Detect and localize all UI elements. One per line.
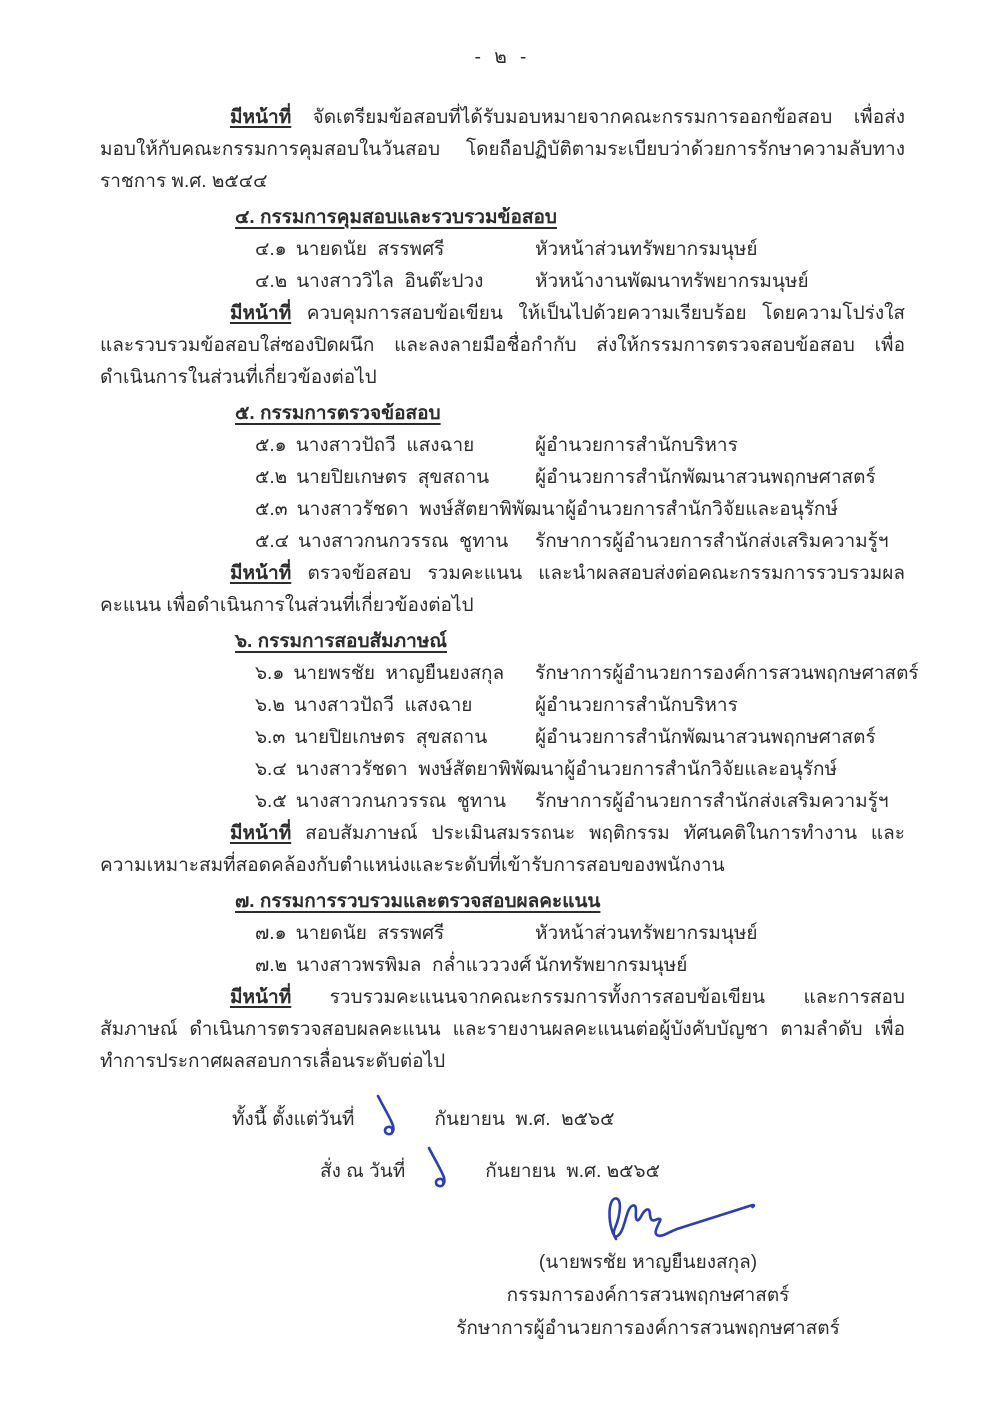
duty-text: รวบรวมคะแนนจากคณะกรรมการทั้งการสอบข้อเขียน และการสอบสัมภาษณ์ ดำเนินการตรวจสอบผลคะแนน และรายงานผลคะแนนต่อผู้บังคับบัญชา ตามลำดับ เพื่อทำการประกาศผลสอบการเลื่อนระดับต่อไป	[100, 987, 905, 1072]
duty-label: มีหน้าที่	[230, 563, 292, 584]
handwritten-day-icon	[372, 1092, 400, 1140]
order-date-suffix: กันยายน พ.ศ. ๒๕๖๕	[485, 1161, 660, 1182]
member-name: นางสาวพรพิมล กล่ำแวววงศ์	[296, 955, 532, 976]
member-number: ๖.๑	[255, 663, 285, 684]
duty-text: สอบสัมภาษณ์ ประเมินสมรรถนะ พฤติกรรม ทัศนคติในการทำงาน และความเหมาะสมที่สอดคล้องกับตำแหน่งและระดับที่เข้ารับการสอบของพนักงาน	[100, 823, 906, 876]
member-number-and-name	[255, 494, 565, 526]
duty-label: มีหน้าที่	[230, 303, 292, 324]
member-name: นางสาวกนกวรรณ ชูทาน	[295, 791, 506, 812]
member-number-and-name	[255, 786, 535, 818]
member-position: ผู้อำนวยการสำนักพัฒนาสวนพฤกษศาสตร์	[535, 727, 876, 748]
member-number: ๕.๓	[255, 499, 288, 520]
member-name: นางสาวรัชดา พงษ์สัตยาพิพัฒนา	[295, 759, 565, 780]
member-name: นายดนัย สรรพศรี	[295, 923, 445, 944]
member-name: นางสาวกนกวรรณ ชูทาน	[298, 531, 509, 552]
member-name: นางสาวปัถวี แสงฉาย	[295, 435, 475, 456]
member-number-and-name	[255, 462, 535, 494]
member-name: นายปิยเกษตร สุขสถาน	[294, 727, 488, 748]
member-number: ๗.๒	[255, 955, 288, 976]
member-number: ๕.๔	[255, 531, 290, 552]
member-name: นายดนัย สรรพศรี	[295, 239, 445, 260]
member-number: ๖.๕	[255, 791, 287, 812]
member-number: ๖.๓	[255, 727, 286, 748]
member-number-and-name	[255, 526, 535, 558]
duty-paragraph	[100, 298, 905, 394]
member-name: นางสาววิไล อินต๊ะปวง	[296, 271, 484, 292]
member-number: ๖.๔	[255, 759, 287, 780]
duty-label: มีหน้าที่	[230, 987, 292, 1008]
member-number-and-name	[255, 430, 535, 462]
table-row	[255, 526, 905, 558]
handwritten-day-icon	[423, 1144, 451, 1192]
duty-text: จัดเตรียมข้อสอบที่ได้รับมอบหมายจากคณะกรรมการออกข้อสอบ เพื่อส่งมอบให้กับคณะกรรมการคุมสอบในวันสอบ โดยถือปฏิบัติตามระเบียบว่าด้วยการรักษาความลับทางราชการ พ.ศ. ๒๕๔๔	[100, 107, 905, 192]
duty-paragraph	[100, 558, 905, 622]
member-number-and-name	[255, 266, 535, 298]
member-position: ผู้อำนวยการสำนักวิจัยและอนุรักษ์	[564, 759, 838, 780]
signatory-title-1: กรรมการองค์การสวนพฤกษศาสตร์	[506, 1285, 790, 1306]
section-heading-5: ๕. กรรมการตรวจข้อสอบ	[235, 403, 441, 424]
member-position: ผู้อำนวยการสำนักบริหาร	[535, 435, 738, 456]
member-position: รักษาการผู้อำนวยการองค์การสวนพฤกษศาสตร์	[535, 663, 919, 684]
member-name: นายพรชัย หาญยืนยงสกุล	[293, 663, 505, 684]
member-name: นางสาวปัถวี แสงฉาย	[293, 695, 473, 716]
duty-label: มีหน้าที่	[230, 823, 292, 844]
signatory-title-2: รักษาการผู้อำนวยการองค์การสวนพฤกษศาสตร์	[456, 1318, 840, 1339]
table-row	[255, 234, 905, 266]
member-number: ๔.๒	[255, 271, 288, 292]
table-row	[255, 658, 919, 690]
order-date-prefix: สั่ง ณ วันที่	[320, 1161, 406, 1182]
member-position: ผู้อำนวยการสำนักบริหาร	[535, 695, 738, 716]
effective-date-prefix: ทั้งนี้ ตั้งแต่วันที่	[232, 1109, 355, 1130]
member-number: ๕.๑	[255, 435, 287, 456]
member-position: ผู้อำนวยการสำนักพัฒนาสวนพฤกษศาสตร์	[535, 467, 876, 488]
member-number-and-name	[255, 754, 564, 786]
page-number: - ๒ -	[474, 47, 531, 68]
table-row	[255, 722, 905, 754]
member-number-and-name	[255, 918, 535, 950]
table-row	[255, 786, 905, 818]
duty-paragraph-intro	[100, 102, 905, 198]
member-position: หัวหน้าส่วนทรัพยากรมนุษย์	[535, 923, 758, 944]
duty-text: ตรวจข้อสอบ รวมคะแนน และนำผลสอบส่งต่อคณะกรรมการรวบรวมผลคะแนน เพื่อดำเนินการในส่วนที่เกี่ยวข้องต่อไป	[100, 563, 905, 616]
table-row	[255, 754, 905, 786]
member-position: รักษาการผู้อำนวยการสำนักส่งเสริมความรู้ฯ	[535, 531, 889, 552]
member-name: นางสาวรัชดา พงษ์สัตยาพิพัฒนา	[296, 499, 566, 520]
table-row	[255, 494, 905, 526]
table-row	[255, 690, 905, 722]
member-number-and-name	[255, 690, 535, 722]
effective-date-line	[232, 1092, 905, 1136]
table-row	[255, 462, 905, 494]
member-name: นายปิยเกษตร สุขสถาน	[296, 467, 490, 488]
effective-date-suffix: กันยายน พ.ศ. ๒๕๖๕	[434, 1109, 615, 1130]
signature-block	[398, 1192, 898, 1345]
section-heading-4: ๔. กรรมการคุมสอบและรวบรวมข้อสอบ	[235, 207, 557, 228]
duty-paragraph	[100, 982, 905, 1078]
member-number-and-name	[255, 950, 535, 982]
member-position: หัวหน้างานพัฒนาทรัพยากรมนุษย์	[535, 271, 809, 292]
member-position: รักษาการผู้อำนวยการสำนักส่งเสริมความรู้ฯ	[535, 791, 889, 812]
member-position: นักทรัพยากรมนุษย์	[535, 955, 688, 976]
section-heading-6: ๖. กรรมการสอบสัมภาษณ์	[235, 631, 447, 652]
duty-label: มีหน้าที่	[230, 107, 292, 128]
table-row	[255, 430, 905, 462]
member-number-and-name	[255, 658, 535, 690]
table-row	[255, 266, 905, 298]
duty-text: ควบคุมการสอบข้อเขียน ให้เป็นไปด้วยความเรียบร้อย โดยความโปร่งใส และรวบรวมข้อสอบใส่ซองปิดผนึก และลงลายมือชื่อกำกับ ส่งให้กรรมการตรวจสอบข้อสอบ เพื่อดำเนินการในส่วนที่เกี่ยวข้องต่อไป	[100, 303, 905, 388]
member-number-and-name	[255, 234, 535, 266]
member-number: ๗.๑	[255, 923, 287, 944]
signature-scribble-icon	[594, 1192, 766, 1244]
member-number-and-name	[255, 722, 535, 754]
duty-paragraph	[100, 818, 905, 882]
signatory-name: (นายพรชัย หาญยืนยงสกุล)	[538, 1252, 758, 1273]
member-number: ๕.๒	[255, 467, 288, 488]
section-heading-7: ๗. กรรมการรวบรวมและตรวจสอบผลคะแนน	[235, 891, 601, 912]
member-number: ๖.๒	[255, 695, 285, 716]
member-number: ๔.๑	[255, 239, 287, 260]
table-row	[255, 950, 905, 982]
member-position: หัวหน้าส่วนทรัพยากรมนุษย์	[535, 239, 758, 260]
table-row	[255, 918, 905, 950]
order-date-line	[320, 1144, 905, 1188]
member-position: ผู้อำนวยการสำนักวิจัยและอนุรักษ์	[565, 499, 838, 520]
